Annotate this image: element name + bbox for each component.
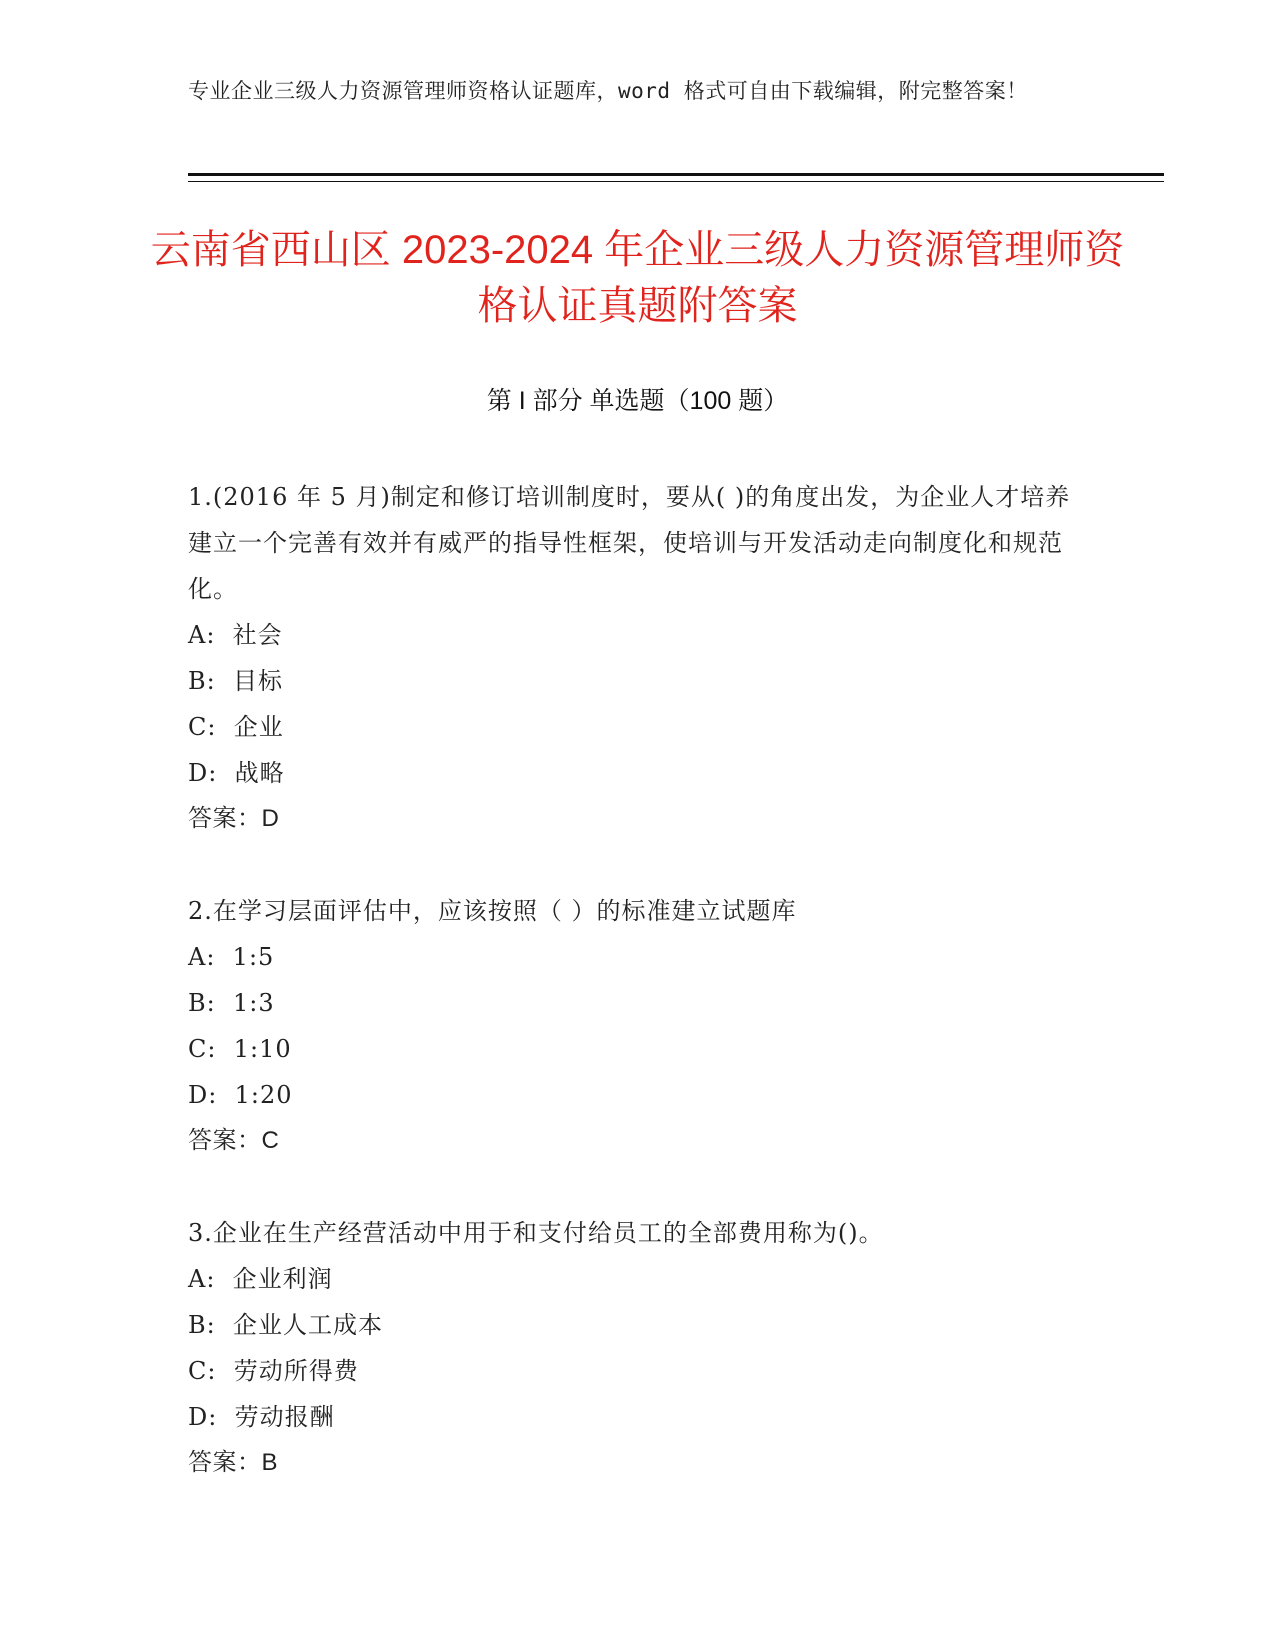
option-d: D: 战略 [188, 759, 285, 787]
option-d: D: 1:20 [188, 1081, 293, 1109]
answer: 答案：C [188, 1127, 280, 1154]
question-2 [188, 888, 1088, 1164]
option-d: D: 劳动报酬 [188, 1403, 335, 1431]
option-c: C: 劳动所得费 [188, 1357, 359, 1385]
question-stem: 3.企业在生产经营活动中用于和支付给员工的全部费用称为()。 [188, 1219, 884, 1247]
header-note: 专业企业三级人力资源管理师资格认证题库，word 格式可自由下载编辑，附完整答案！ [188, 79, 1028, 103]
question-stem: 1.(2016 年 5 月)制定和修订培训制度时，要从( )的角度出发，为企业人才培养建立一个完善有效并有威严的指导性框架，使培训与开发活动走向制度化和规范化。 [188, 483, 1071, 603]
answer: 答案：B [188, 1449, 279, 1476]
option-b: B: 目标 [188, 667, 283, 695]
option-a: A: 1:5 [188, 943, 275, 971]
question-1 [188, 474, 1088, 842]
header-divider-thick [188, 173, 1164, 176]
question-stem: 2.在学习层面评估中，应该按照（ ）的标准建立试题库 [188, 897, 797, 925]
question-list [188, 474, 1088, 1532]
option-b: B: 1:3 [188, 989, 275, 1017]
option-a: A: 企业利润 [188, 1265, 333, 1293]
answer: 答案：D [188, 805, 280, 832]
question-3 [188, 1210, 1088, 1486]
option-a: A: 社会 [188, 621, 283, 649]
option-b: B: 企业人工成本 [188, 1311, 383, 1339]
option-c: C: 企业 [188, 713, 284, 741]
header-divider-thin [188, 181, 1164, 182]
document-title: 云南省西山区 2023-2024 年企业三级人力资源管理师资格认证真题附答案 [150, 228, 1125, 328]
section-title: 第 I 部分 单选题（100 题） [486, 387, 789, 415]
option-c: C: 1:10 [188, 1035, 292, 1063]
